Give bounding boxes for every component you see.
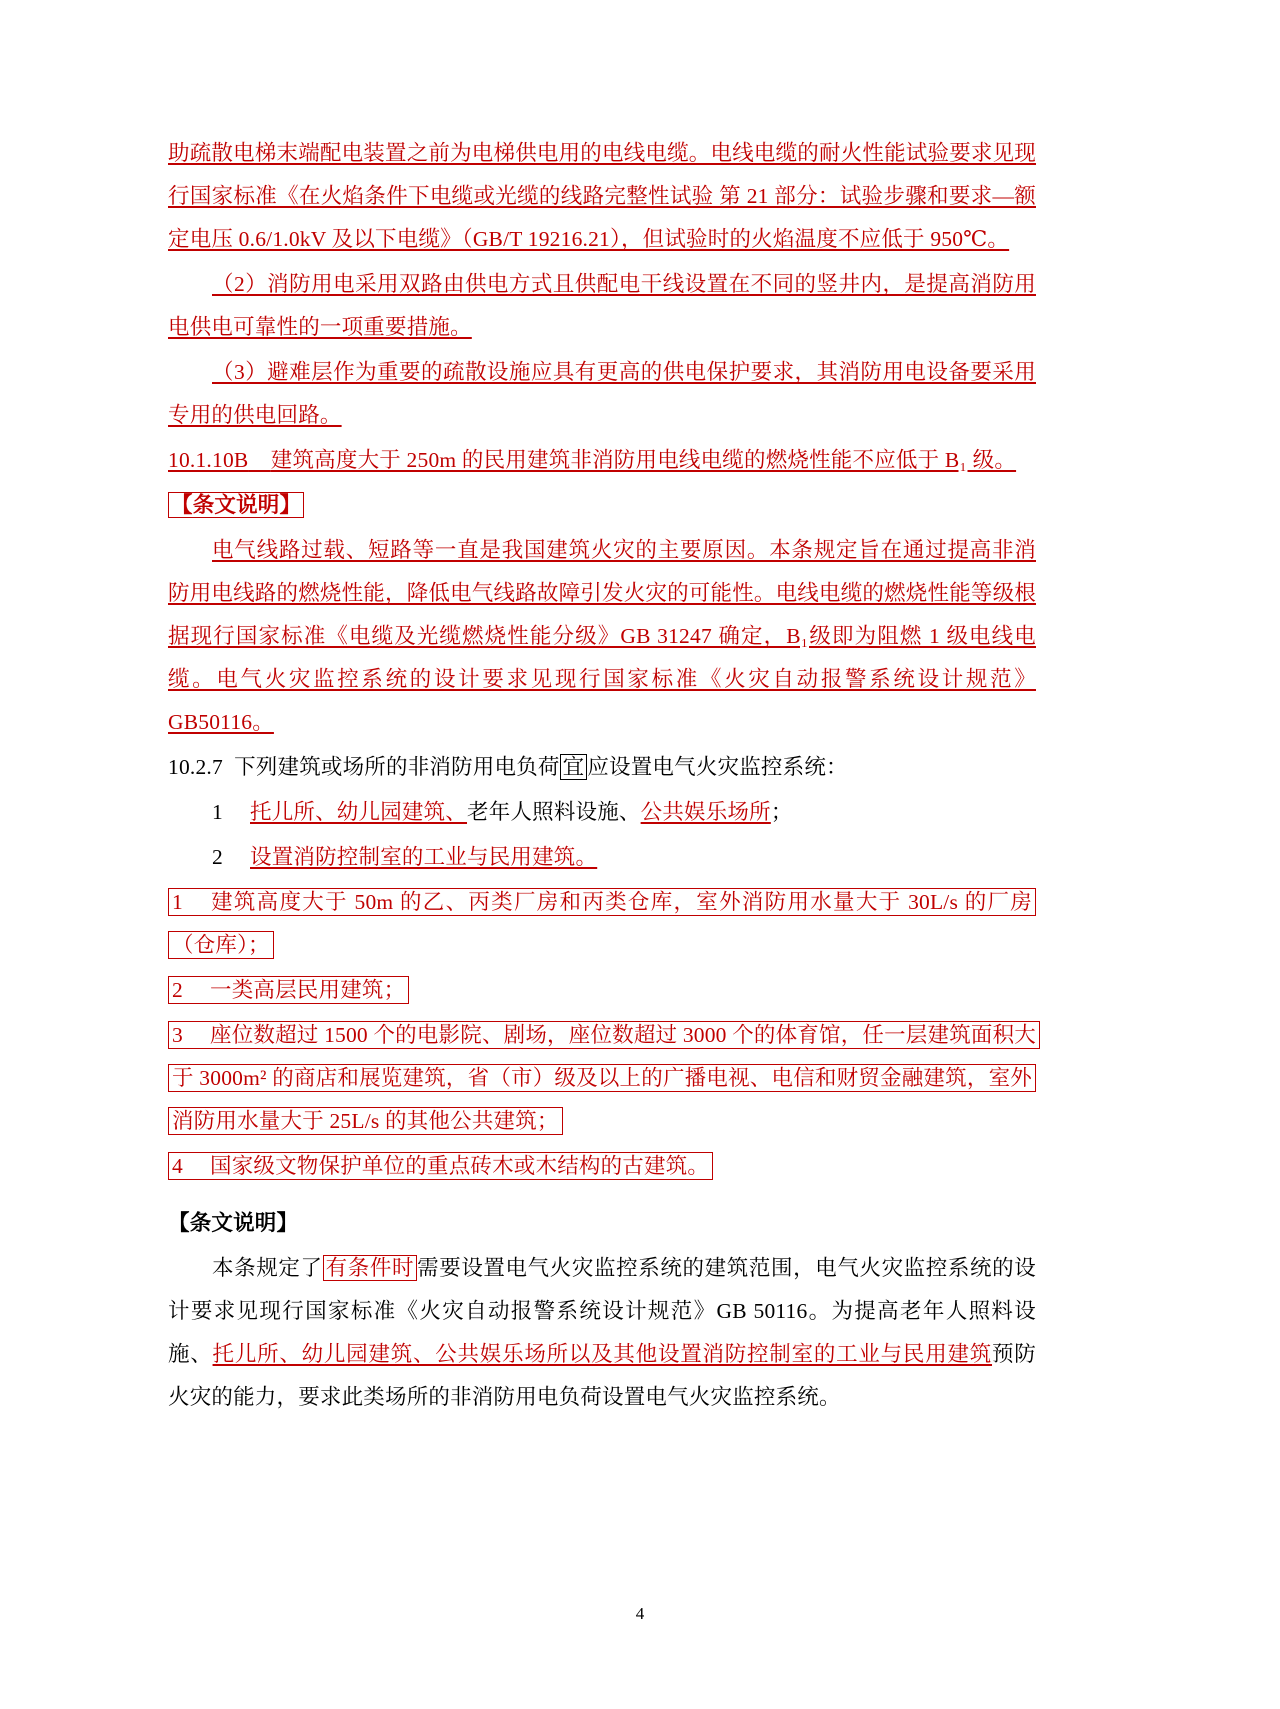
list-item-seg-2: 老年人照料设施、 — [467, 800, 641, 824]
old-item-marker: 1 — [172, 890, 183, 914]
old-list-item-3 — [168, 1014, 1036, 1143]
old-list-item-4 — [168, 1145, 1036, 1188]
clause-number: 10.2.7 — [168, 755, 223, 779]
struck-word-yi: 宜 — [560, 754, 588, 780]
list-item-text: 设置消防控制室的工业与民用建筑。 — [250, 845, 598, 869]
clause-text: 建筑高度大于 250m 的民用建筑非消防用电线电缆的燃烧性能不应低于 B₁ 级。 — [270, 448, 1017, 472]
clause-10-2-7 — [168, 746, 1036, 789]
old-item-text: 一类高层民用建筑； — [210, 978, 406, 1002]
expl-seg-1: 本条规定了 — [212, 1256, 323, 1280]
explanation-label: 【条文说明】 — [168, 492, 304, 518]
clause-text-before: 下列建筑或场所的非消防用电负荷 — [234, 755, 560, 779]
old-item-marker: 4 — [172, 1154, 183, 1178]
explanation-heading-2 — [168, 1202, 1036, 1245]
expl-seg-3: 需要设置电气火灾监控系统的建筑范围，电气火灾监控系统的设计要求见现行国家标准《火灾自动报警系统设计规范》GB 50116。为提高老年人照料设施、 — [168, 1256, 1036, 1366]
list-item-seg-3: 公共娱乐场所 — [640, 800, 771, 824]
list-item-seg-1: 托儿所、幼儿园建筑、 — [250, 800, 468, 824]
expl-seg-5: 预防火灾的能力，要求此类场所的非消防用电负荷设置电气火灾监控系统。 — [168, 1342, 1036, 1409]
page-number: 4 — [635, 1604, 645, 1623]
document-body — [168, 132, 1036, 1421]
clause-text-after: 应设置电气火灾监控系统： — [587, 755, 848, 779]
old-list-item-2 — [168, 969, 1036, 1012]
old-item-content — [168, 1152, 713, 1180]
old-item-marker: 3 — [172, 1023, 183, 1047]
old-list-item-1 — [168, 881, 1036, 967]
paragraph-item-3: （3）避难层作为重要的疏散设施应具有更高的供电保护要求，其消防用电设备要采用专用的供电回路。 — [168, 360, 1036, 427]
paragraph-item-2: （2）消防用电采用双路由供电方式且供配电干线设置在不同的竖井内，是提高消防用电供电可靠性的一项重要措施。 — [168, 272, 1036, 339]
expl-boxed-phrase: 有条件时 — [323, 1255, 417, 1281]
explanation-body-2 — [168, 1247, 1036, 1419]
explanation-heading-1 — [168, 484, 1036, 527]
list-item-1 — [212, 791, 1036, 834]
expl-seg-4: 托儿所、幼儿园建筑、公共娱乐场所以及其他设置消防控制室的工业与民用建筑 — [212, 1342, 993, 1366]
old-item-content — [168, 1021, 1040, 1135]
list-item-seg-4: ； — [770, 800, 793, 824]
clause-number: 10.1.10B — [168, 448, 249, 472]
list-item-2 — [212, 836, 1036, 879]
list-item-marker: 1 — [212, 800, 223, 824]
old-item-marker: 2 — [172, 978, 183, 1002]
old-item-text: 座位数超过 1500 个的电影院、剧场，座位数超过 3000 个的体育馆，任一层建筑面积大于 3000m² 的商店和展览建筑，省（市）级及以上的广播电视、电信和财贸金融建筑，室外消防用水量大于 25L/s 的其他公共建筑； — [172, 1023, 1037, 1133]
old-item-text: 国家级文物保护单位的重点砖木或木结构的古建筑。 — [210, 1154, 710, 1178]
explanation-label: 【条文说明】 — [168, 1211, 299, 1235]
old-item-content — [168, 888, 1036, 959]
clause-10-1-10B — [168, 439, 1036, 482]
list-item-marker: 2 — [212, 845, 223, 869]
paragraph-continuation: 助疏散电梯末端配电装置之前为电梯供电用的电线电缆。电线电缆的耐火性能试验要求见现行国家标准《在火焰条件下电缆或光缆的线路完整性试验 第 21 部分：试验步骤和要求—额定电压 0.6/1.0kV 及以下电缆》（GB/T 19216.21），但试验时的火焰温度不应低于 950℃。 — [168, 141, 1037, 251]
old-item-content — [168, 976, 409, 1004]
old-item-text: 建筑高度大于 50m 的乙、丙类厂房和丙类仓库，室外消防用水量大于 30L/s 的厂房（仓库）； — [172, 890, 1032, 957]
explanation-body-1: 电气线路过载、短路等一直是我国建筑火灾的主要原因。本条规定旨在通过提高非消防用电线路的燃烧性能，降低电气线路故障引发火灾的可能性。电线电缆的燃烧性能等级根据现行国家标准《电缆及光缆燃烧性能分级》GB 31247 确定，B₁级即为阻燃 1 级电线电缆。电气火灾监控系统的设计要求见现行国家标准《火灾自动报警系统设计规范》GB50116。 — [168, 538, 1037, 734]
